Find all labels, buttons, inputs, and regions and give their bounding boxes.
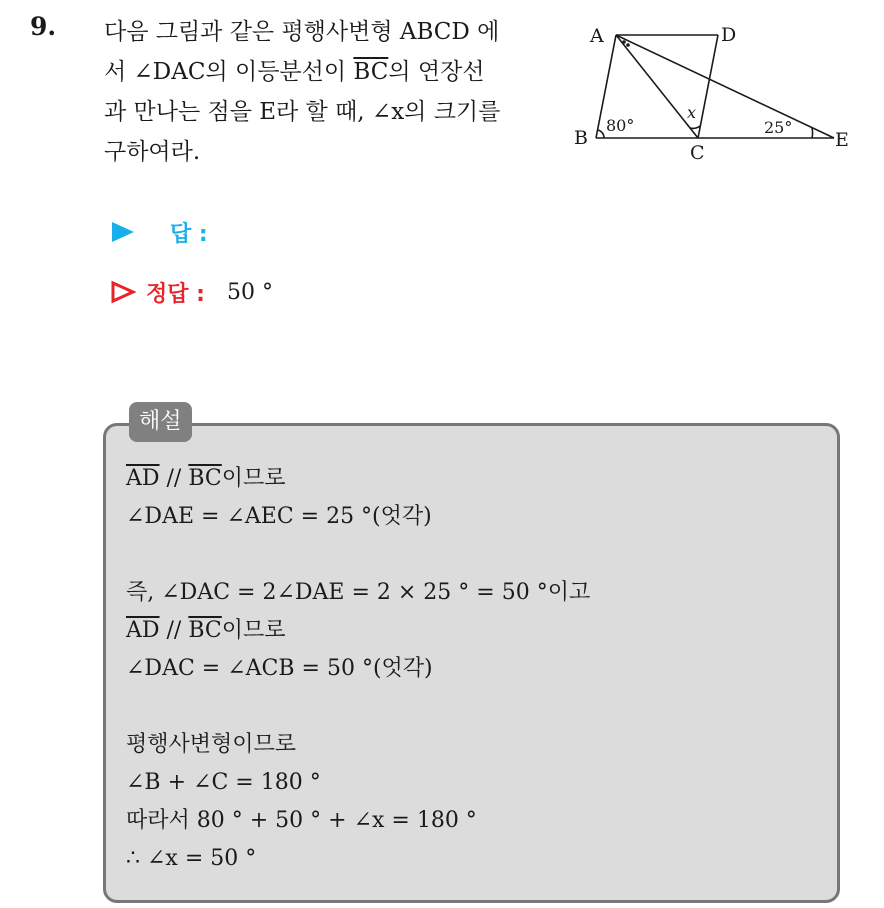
solution-blank xyxy=(126,536,816,574)
answer-label: 답 : xyxy=(170,221,208,247)
solution-line-7: ∴ ∠x = 50 ° xyxy=(126,846,257,871)
overline-bc: $\overline{BC}$ xyxy=(353,59,389,85)
question-line-4: 구하여라. xyxy=(104,139,201,165)
correct-answer-label: 정답 : xyxy=(146,281,205,307)
segment-ae xyxy=(616,35,834,138)
point-b: B xyxy=(574,127,588,149)
segment-dc xyxy=(698,35,718,138)
angle-label-b: 80° xyxy=(606,116,635,135)
point-d: D xyxy=(721,24,737,46)
angle-arc-e xyxy=(812,128,813,138)
solution-blank xyxy=(126,688,816,726)
angle-label-e: 25° xyxy=(764,118,793,137)
parallelogram-figure xyxy=(568,14,858,174)
solution-line-5: ∠B + ∠C = 180 ° xyxy=(126,770,321,795)
outline-arrow-icon xyxy=(110,280,136,304)
answer-row xyxy=(110,212,230,252)
solution-line-parallel-2: $\overline{AD} // \overline{BC}$이므로 xyxy=(126,618,286,643)
angle-arc-b xyxy=(598,130,604,138)
angle-label-x: x xyxy=(687,103,697,122)
question-line-1: 다음 그림과 같은 평행사변형 ABCD 에 xyxy=(104,19,500,45)
play-arrow-icon xyxy=(110,220,136,244)
question-line-3: 과 만나는 점을 E라 할 때, ∠x의 크기를 xyxy=(104,99,501,125)
correct-answer-row xyxy=(110,272,273,312)
solution-line-6: 따라서 80 ° + 50 ° + ∠x = 180 ° xyxy=(126,808,477,833)
point-a: A xyxy=(590,25,604,47)
angle-arc-x xyxy=(690,126,700,128)
question-line-2: 서 ∠DAC의 이등분선이 $\overline{BC}$의 연장선 xyxy=(104,59,485,85)
solution-line-1: ∠DAE = ∠AEC = 25 °(엇각) xyxy=(126,504,432,529)
solution-body xyxy=(126,460,816,878)
question-text xyxy=(104,12,554,172)
solution-title: 해설 xyxy=(129,402,192,442)
solution-line-3: ∠DAC = ∠ACB = 50 °(엇각) xyxy=(126,656,433,681)
bisector-dot xyxy=(622,40,626,44)
point-c: C xyxy=(690,142,705,164)
correct-answer-value: 50 ° xyxy=(226,279,273,305)
question-number: 9. xyxy=(30,12,57,41)
point-e: E xyxy=(835,129,849,151)
solution-line-4: 평행사변형이므로 xyxy=(126,732,297,757)
bisector-dot xyxy=(626,43,630,47)
solution-line-2: 즉, ∠DAC = 2∠DAE = 2 × 25 ° = 50 °이고 xyxy=(126,580,591,605)
solution-line-parallel-1: $\overline{AD} // \overline{BC}$이므로 xyxy=(126,466,286,491)
